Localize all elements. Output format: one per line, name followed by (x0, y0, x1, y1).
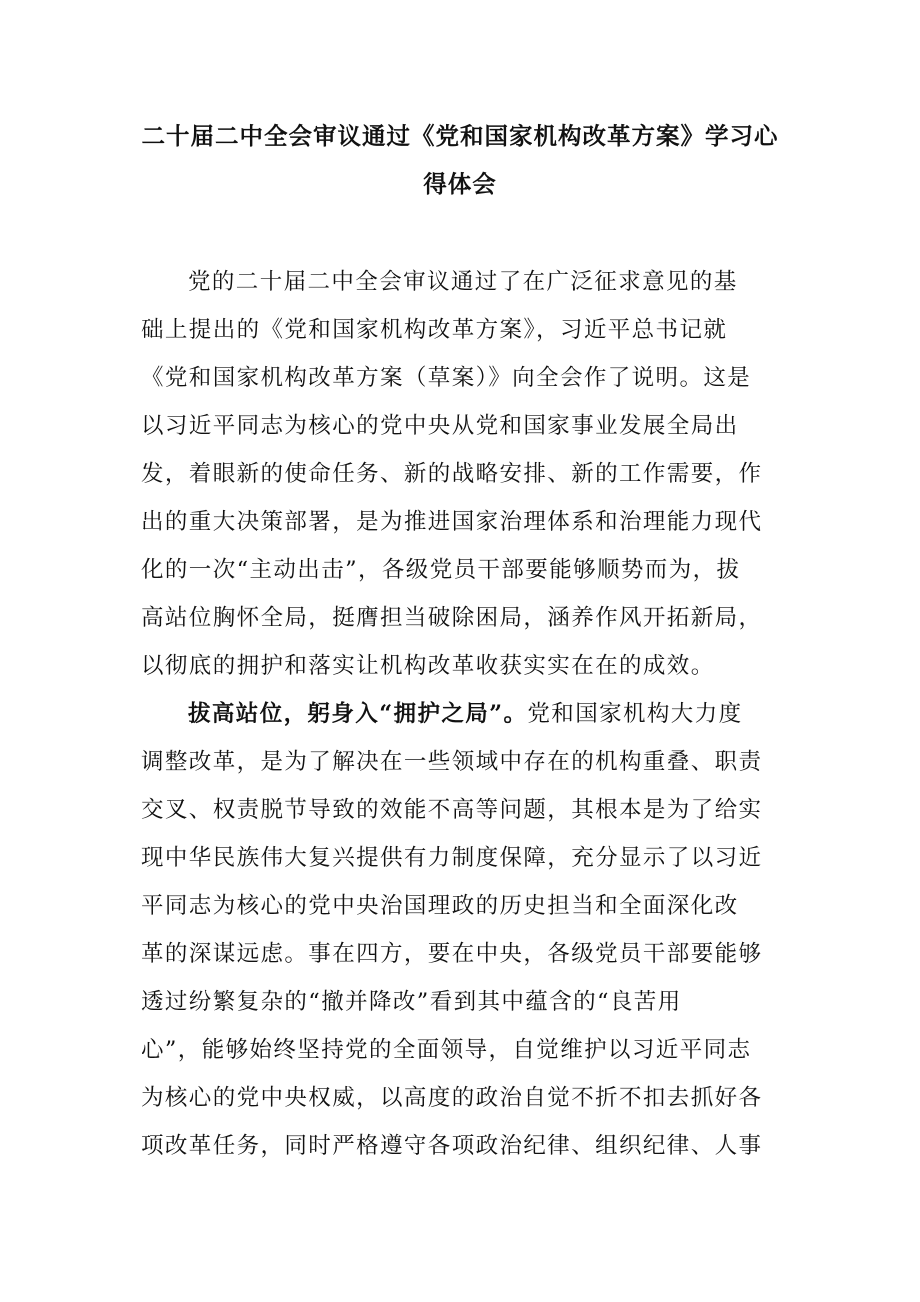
paragraph-2-line-3: 交叉、权责脱节导致的效能不高等问题，其根本是为了给实 (141, 797, 763, 823)
paragraph-2-line-10: 项改革任务，同时严格遵守各项政治纪律、组织纪律、人事 (141, 1133, 763, 1159)
paragraph-1-line-7: 化的一次“主动出击”，各级党员干部要能够顺势而为，拔 (141, 557, 741, 583)
paragraph-2-line-6: 革的深谋远虑。事在四方，要在中央，各级党员干部要能够 (141, 941, 763, 967)
paragraph-2-line-5: 平同志为核心的党中央治国理政的历史担当和全面深化改 (141, 893, 739, 919)
paragraph-1-line-6: 出的重大决策部署，是为推进国家治理体系和治理能力现代 (141, 509, 763, 535)
paragraph-2-lead-heading: 拔高站位，躬身入“拥护之局”。 (188, 701, 528, 727)
paragraph-1-line-1: 党的二十届二中全会审议通过了在广泛征求意见的基 (188, 269, 738, 295)
paragraph-1-line-3: 《党和国家机构改革方案（草案）》向全会作了说明。这是 (141, 365, 752, 391)
document-title-line-1: 二十届二中全会审议通过《党和国家机构改革方案》学习心 (141, 122, 779, 150)
paragraph-1-line-5: 发，着眼新的使命任务、新的战略安排、新的工作需要，作 (141, 461, 763, 487)
paragraph-1-line-9: 以彻底的拥护和落实让机构改革收获实实在在的成效。 (141, 653, 715, 679)
paragraph-1-line-2: 础上提出的《党和国家机构改革方案》，习近平总书记就 (141, 317, 728, 343)
paragraph-2-line-1 (188, 699, 743, 729)
paragraph-2-line-7: 透过纷繁复杂的“撤并降改”看到其中蕴含的“良苦用 (141, 989, 682, 1015)
paragraph-1-line-4: 以习近平同志为核心的党中央从党和国家事业发展全局出 (141, 413, 739, 439)
paragraph-2-line-9: 为核心的党中央权威，以高度的政治自觉不折不扣去抓好各 (141, 1085, 763, 1111)
document-title-line-2: 得体会 (423, 170, 497, 198)
paragraph-2-first-line-text: 党和国家机构大力度 (527, 701, 743, 727)
paragraph-2-line-2: 调整改革，是为了解决在一些领域中存在的机构重叠、职责 (141, 749, 763, 775)
paragraph-1-line-8: 高站位胸怀全局，挺膺担当破除困局，涵养作风开拓新局， (141, 605, 763, 631)
paragraph-2-line-4: 现中华民族伟大复兴提供有力制度保障，充分显示了以习近 (141, 845, 763, 871)
paragraph-2-line-8: 心”，能够始终坚持党的全面领导，自觉维护以习近平同志 (141, 1037, 752, 1063)
